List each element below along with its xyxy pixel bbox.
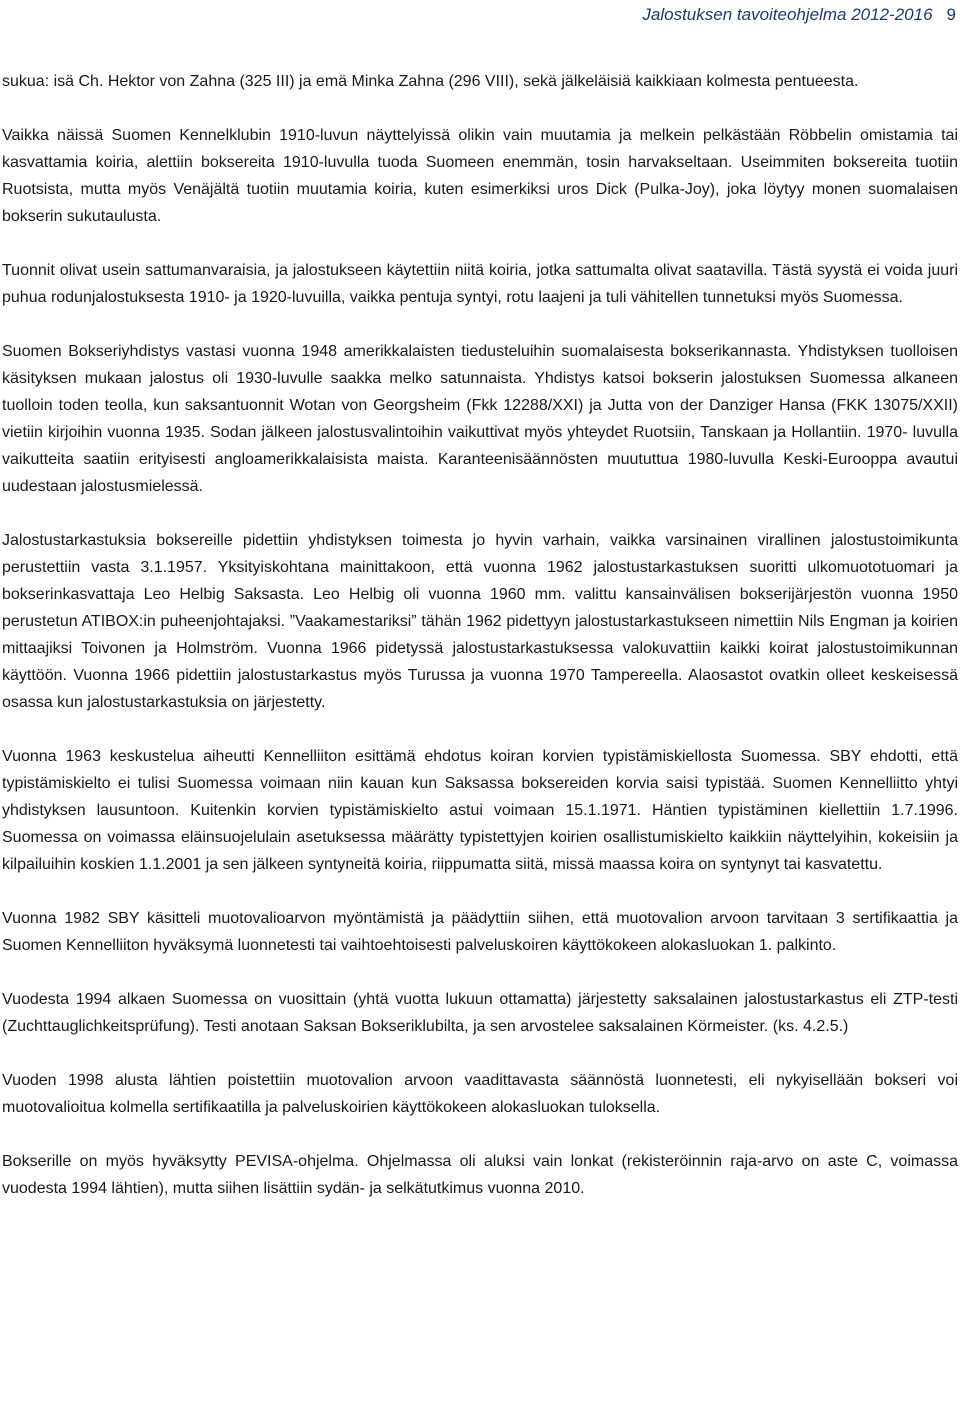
document-title: Jalostuksen tavoiteohjelma 2012-2016 (642, 5, 933, 24)
page-number: 9 (946, 5, 956, 24)
paragraph-1910s-imports: Vaikka näissä Suomen Kennelklubin 1910-luvun näyttelyissä olikin vain muutamia ja melkein pelkästään Röbbelin omistamia tai kasvattamia koiria, alettiin boksereita 1910-luvulla tuoda Suomeen enemmän, tosin harvakseltaan. Useimmiten boksereita tuotiin Ruotsista, mutta myös Venäjältä tuotiin muutamia koiria, kuten esimerkiksi uros Dick (Pulka-Joy), joka löytyy monen suomalaisen bokserin sukutaulusta. (2, 127, 958, 225)
paragraph-breeding-inspections: Jalostustarkastuksia boksereille pidettiin yhdistyksen toimesta jo hyvin varhain, vaikka varsinainen virallinen jalostustoimikunta perustettiin vasta 3.1.1957. Yksityiskohtana mainittakoon, että vuonna 1962 jalostustarkastuksen suoritti ulkomuototuomari ja bokserinkasvattaja Leo Helbig Saksasta. Leo Helbig oli vuonna 1960 mm. valittu kansainvälisen bokserijärjestön vuonna 1950 perustetun ATIBOX:in puheenjohtajaksi. ”Vaakamestariksi” tähän 1962 pidettyyn jalostustarkastukseen nimettiin Nils Engman ja koirien mittaajiksi Toivonen ja Holmström. Vuonna 1966 pidetyssä jalostustarkastuksessa valokuvattiin kaikki koirat jalostustoimikunnan käyttöön. Vuonna 1966 pidettiin jalostustarkastus myös Turussa ja vuonna 1970 Tampereella. Alaosastot ovatkin olleet keskeisessä osassa kun jalostustarkastuksia on järjestetty. (2, 532, 958, 711)
paragraph-continuation: sukua: isä Ch. Hektor von Zahna (325 III) ja emä Minka Zahna (296 VIII), sekä jälkeläisiä kaikkiaan kolmesta pentueesta. (2, 73, 859, 90)
paragraph-pevisa: Bokserille on myös hyväksytty PEVISA-ohjelma. Ohjelmassa oli aluksi vain lonkat (rekisteröinnin raja-arvo on aste C, voimassa vuodesta 1994 lähtien), mutta siihen lisättiin sydän- ja selkätutkimus vuonna 2010. (2, 1153, 958, 1197)
paragraph-1998-change: Vuoden 1998 alusta lähtien poistettiin muotovalion arvoon vaadittavasta säännöstä luonnetesti, eli nykyisellään bokseri voi muotovalioitua kolmella sertifikaatilla ja palveluskoirien käyttökokeen alokasluokan tuloksella. (2, 1072, 958, 1116)
paragraph-cropping-ban: Vuonna 1963 keskustelua aiheutti Kennelliiton esittämä ehdotus koiran korvien typistämiskiellosta Suomessa. SBY ehdotti, että typistämiskielto ei tulisi Suomessa voimaan niin kauan kun Saksassa boksereiden korvia saisi typistää. Suomen Kennelliitto yhtyi yhdistyksen lausuntoon. Kuitenkin korvien typistämiskielto astui voimaan 15.1.1971. Häntien typistäminen kiellettiin 1.7.1996. Suomessa on voimassa eläinsuojelulain asetuksessa määrätty typistettyjen koirien osallistumiskielto kaikkiin näyttelyihin, kokeisiin ja kilpailuihin koskien 1.1.2001 ja sen jälkeen syntyneitä koiria, riippumatta siitä, missä maassa koira on syntynyt tai kasvatettu. (2, 748, 958, 873)
document-body (2, 68, 958, 1229)
paragraph-1948-response: Suomen Bokseriyhdistys vastasi vuonna 1948 amerikkalaisten tiedusteluihin suomalaisesta bokserikannasta. Yhdistyksen tuolloisen käsityksen mukaan jalostus oli 1930-luvulle saakka melko satunnaista. Yhdistys katsoi bokserin jalostuksen Suomessa alkaneen tuolloin toden teolla, kun saksantuonnit Wotan von Georgsheim (Fkk 12288/XXI) ja Jutta von der Danziger Hansa (FKK 13075/XXII) vietiin kirjoihin vuonna 1935. Sodan jälkeen jalostusvalintoihin vaikuttivat myös yhteydet Ruotsiin, Tanskaan ja Hollantiin. 1970- luvulla vaikutteita saatiin erityisesti angloamerikkalaisista maista. Karanteenisäännösten muututtua 1980-luvulla Keski-Eurooppa avautui uudestaan jalostusmielessä. (2, 343, 958, 495)
paragraph-ztp-test: Vuodesta 1994 alkaen Suomessa on vuosittain (yhtä vuotta lukuun ottamatta) järjestetty saksalainen jalostustarkastus eli ZTP-testi (Zuchttauglichkeitsprüfung). Testi anotaan Saksan Bokseriklubilta, ja sen arvostelee saksalainen Körmeister. (ks. 4.2.5.) (2, 991, 958, 1035)
page-header (0, 0, 960, 30)
paragraph-1982-champion: Vuonna 1982 SBY käsitteli muotovalioarvon myöntämistä ja päädyttiin siihen, että muotovalion arvoon tarvitaan 3 sertifikaattia ja Suomen Kennelliiton hyväksymä luonnetesti tai vaihtoehtoisesti palveluskoiren käyttökokeen alokasluokan 1. palkinto. (2, 910, 958, 954)
paragraph-random-imports: Tuonnit olivat usein sattumanvaraisia, ja jalostukseen käytettiin niitä koiria, jotka sattumalta olivat saatavilla. Tästä syystä ei voida juuri puhua rodunjalostuksesta 1910- ja 1920-luvuilla, vaikka pentuja syntyi, rotu laajeni ja tuli vähitellen tunnetuksi myös Suomessa. (2, 262, 958, 306)
